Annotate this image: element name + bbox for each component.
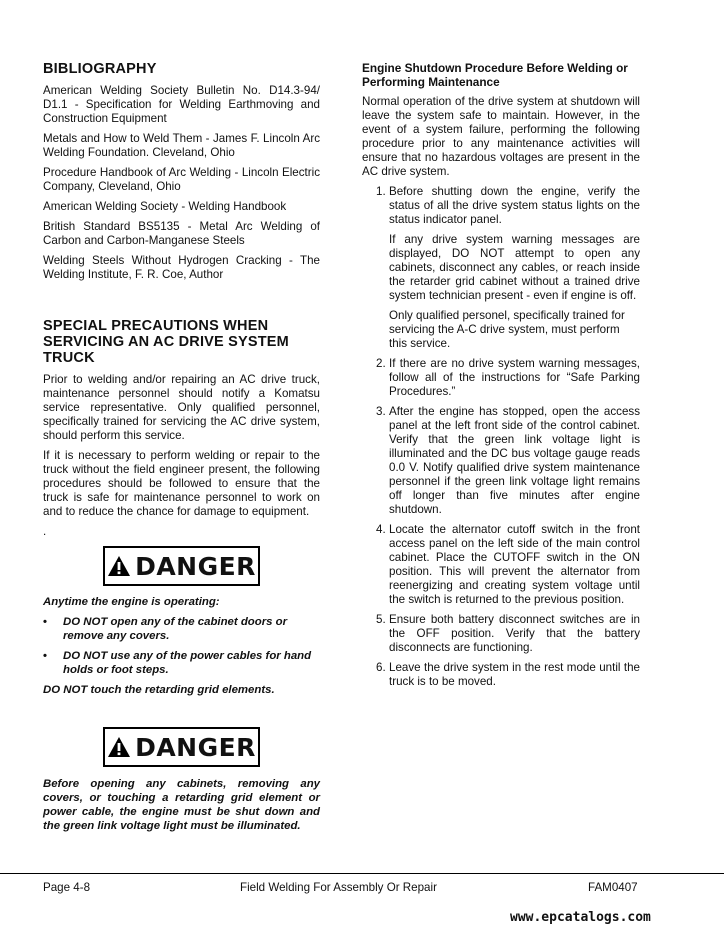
danger-closing: DO NOT touch the retarding grid elements. [43,684,275,696]
step-text: If there are no drive system warning messages, follow all of the instructions for “Safe Parking Procedures.” [389,357,640,398]
special-precautions-heading-line2: SERVICING AN AC DRIVE SYSTEM TRUCK [43,334,289,366]
procedure-step [362,613,640,655]
bib-entry: American Welding Society Bulletin No. D14.3-94/ D1.1 - Specification for Welding Earthmoving and Construction Equipment [43,84,320,125]
danger-bullet [43,615,320,643]
left-column [43,58,320,839]
procedure-step [362,405,640,517]
step-text: Before shutting down the engine, verify the status of all the drive system status lights on the status indicator panel. [389,185,640,226]
bib-entry: American Welding Society - Welding Handbook [43,200,287,213]
danger-label: DANGER [135,551,256,581]
step-note: Only qualified personel, specifically trained for servicing the A-C drive system, must perform this service. [389,309,625,350]
bib-entry: British Standard BS5135 - Metal Arc Welding of Carbon and Carbon-Manganese Steels [43,220,320,247]
warning-triangle-icon [107,555,131,577]
bibliography-heading: BIBLIOGRAPHY [43,61,157,77]
step-number: 6. [376,661,386,674]
danger-intro: Anytime the engine is operating: [43,596,220,608]
step-text: Leave the drive system in the rest mode until the truck is to be moved. [389,661,640,688]
procedure-step [362,357,640,399]
procedure-step [362,523,640,607]
danger-bullet-list [43,615,320,677]
document-code: FAM0407 [588,881,638,894]
step-number: 4. [376,523,386,536]
danger-warning-text: Before opening any cabinets, removing any covers, or touching a retarding grid element or power cable, the engine must be shut down and the green link voltage light must be illuminated. [43,778,320,832]
watermark-url[interactable]: www.epcatalogs.com [510,910,651,925]
precautions-paragraph: If it is necessary to perform welding or repair to the truck without the field engineer present, the following procedures should be followed to ensure that the truck is safe for maintenance personnel to work on and to reduce the chance for damage to equipment. [43,449,320,518]
bib-entry: Metals and How to Weld Them - James F. Lincoln Arc Welding Foundation. Cleveland, Ohio [43,132,320,159]
bullet-dot: • [43,650,47,662]
bullet-dot: • [43,616,47,628]
bib-entry: Procedure Handbook of Arc Welding - Lincoln Electric Company, Cleveland, Ohio [43,166,320,193]
bullet-text: DO NOT open any of the cabinet doors or remove any covers. [63,616,288,642]
shutdown-intro: Normal operation of the drive system at shutdown will leave the system safe to maintain. However, in the event of a system failure, performing the following procedure prior to any maintenance activities will ensure that no hazardous voltages are present in the AC drive system. [362,95,640,178]
page-number: Page 4-8 [43,881,91,894]
procedure-step [362,661,640,689]
danger-bullet [43,649,320,677]
procedure-steps [362,185,640,689]
step-note: If any drive system warning messages are displayed, DO NOT attempt to open any cabinets, disconnect any cables, or reach inside the retarder grid cabinet without a trained drive system technician present - even if engine is off. [389,233,640,302]
step-number: 1. [376,185,386,198]
warning-triangle-icon [107,736,131,758]
footer-title: Field Welding For Assembly Or Repair [240,881,437,894]
step-number: 2. [376,357,386,370]
danger-box [103,727,260,767]
stray-dot: . [43,525,47,538]
right-column [362,58,640,695]
special-precautions-heading-line1: SPECIAL PRECAUTIONS WHEN [43,318,269,334]
step-number: 5. [376,613,386,626]
danger-box [103,546,260,586]
step-text: Ensure both battery disconnect switches are in the OFF position. Verify that the battery disconnects are functioning. [389,613,640,654]
procedure-step [362,185,640,351]
step-text: Locate the alternator cutoff switch in the front access panel on the left side of the main control cabinet. Place the CUTOFF switch in the ON position. This will prevent the alternator from reenergizing and creating system voltage until the switch is returned to the previous position. [389,523,640,606]
shutdown-procedure-heading: Engine Shutdown Procedure Before Welding or Performing Maintenance [362,61,628,89]
bib-entry: Welding Steels Without Hydrogen Cracking - The Welding Institute, F. R. Coe, Author [43,254,320,281]
step-number: 3. [376,405,386,418]
danger-label: DANGER [135,732,256,762]
step-text: After the engine has stopped, open the access panel at the left front side of the control cabinet. Verify that the green link voltage light is illuminated and the DC bus voltage gauge reads 0.0 V. Notify qualified drive system maintenance personnel if the green link voltage light remains off longer than five minutes after engine shutdown. [389,405,640,516]
precautions-paragraph: Prior to welding and/or repairing an AC drive truck, maintenance personnel should notify a Komatsu service representative. Only qualified personnel, specifically trained for servicing the AC drive system, should perform this service. [43,373,320,442]
bullet-text: DO NOT use any of the power cables for hand holds or foot steps. [63,650,312,676]
footer-divider [0,873,724,874]
